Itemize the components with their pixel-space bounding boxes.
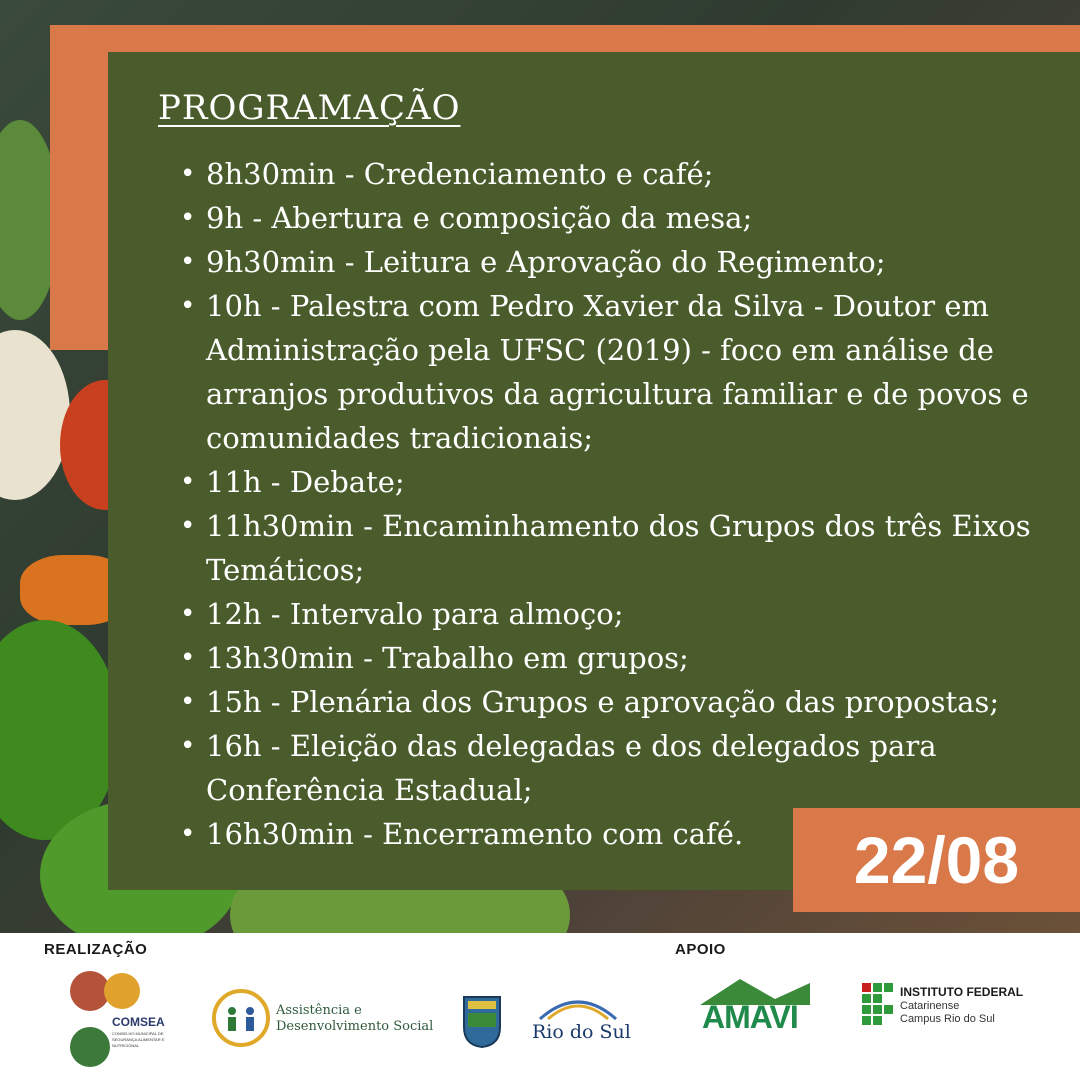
schedule-item: • 11h - Debate; [206, 460, 1076, 504]
schedule-item: • 10h - Palestra com Pedro Xavier da Silva - Doutor em Administração pela UFSC (2019) - foco em análise de arranjos produtivos da agricultura familiar e de povos e comunidades tradicionais; [206, 284, 1076, 460]
schedule-item: • 12h - Intervalo para almoço; [206, 592, 1076, 636]
schedule-item: • 13h30min - Trabalho em grupos; [206, 636, 1076, 680]
page-title: PROGRAMAÇÃO [158, 88, 461, 128]
schedule-item: • 9h30min - Leitura e Aprovação do Regimento; [206, 240, 1076, 284]
assistencia-logo [212, 989, 432, 1049]
schedule-item: • 16h30min - Encerramento com café. [206, 812, 1076, 856]
apoio-label: APOIO [675, 941, 726, 958]
if-line3: Campus Rio do Sul [900, 1013, 995, 1025]
realizacao-label: REALIZAÇÃO [44, 941, 148, 958]
schedule-item: • 15h - Plenária dos Grupos e aprovação das propostas; [206, 680, 1076, 724]
family-icon [212, 989, 270, 1047]
date-badge [793, 808, 1080, 912]
bridge-icon [538, 991, 618, 1021]
instituto-federal-logo [862, 983, 1062, 1033]
if-line1: INSTITUTO FEDERAL [900, 985, 1024, 999]
if-line2: Catarinense [900, 1000, 960, 1012]
schedule-item: • 11h30min - Encaminhamento dos Grupos dos três Eixos Temáticos; [206, 504, 1076, 592]
footer [0, 933, 1080, 1080]
rio-do-sul-shield-icon [462, 993, 502, 1049]
assistencia-line1: Assistência e [276, 1003, 362, 1018]
schedule-item: • 8h30min - Credenciamento e café; [206, 152, 1076, 196]
comsea-logo [60, 969, 175, 1069]
comsea-name: COMSEA [112, 1015, 165, 1029]
schedule-item: • 16h - Eleição das delegadas e dos delegados para Conferência Estadual; [206, 724, 1076, 812]
amavi-text: AMAVI [702, 999, 798, 1035]
amavi-logo [700, 975, 812, 1045]
schedule-item: • 9h - Abertura e composição da mesa; [206, 196, 1076, 240]
rio-do-sul-text: Rio do Sul [532, 1021, 631, 1043]
comsea-subtitle: CONSELHO MUNICIPAL DE SEGURANÇA ALIMENTAR E NUTRICIONAL [112, 1031, 165, 1048]
event-date: 22/08 [853, 823, 1020, 897]
schedule-list [178, 152, 1076, 856]
rio-do-sul-logo [530, 991, 630, 1046]
cauliflower-shape [0, 330, 70, 500]
if-grid-icon [862, 983, 894, 1025]
assistencia-line2: Desenvolvimento Social [276, 1019, 434, 1034]
